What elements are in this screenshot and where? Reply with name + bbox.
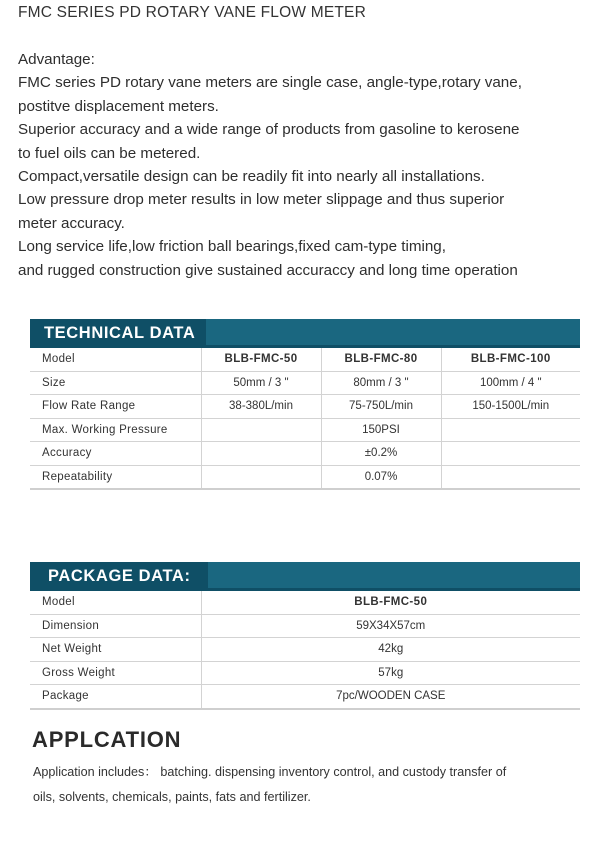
advantage-line: Compact,versatile design can be readily fit into nearly all installations. [18, 168, 485, 186]
value-cell: 38-380L/min [201, 395, 321, 419]
advantage-line: meter accuracy. [18, 214, 125, 232]
advantage-line: Long service life,low friction ball bearings,fixed cam-type timing, [18, 238, 446, 256]
technical-data-heading: TECHNICAL DATA [44, 324, 196, 342]
row-label: Model [30, 348, 201, 371]
row-label: Accuracy [30, 442, 201, 466]
package-data-header [30, 562, 580, 591]
row-label: Model [30, 591, 201, 614]
value-cell: 150-1500L/min [441, 395, 580, 419]
value-cell: 75-750L/min [321, 395, 441, 419]
table-row [30, 638, 580, 662]
advantage-line: Superior accuracy and a wide range of products from gasoline to kerosene [18, 121, 520, 139]
row-label: Size [30, 371, 201, 395]
value-cell: 100mm / 4 " [441, 371, 580, 395]
advantage-line: and rugged construction give sustained accuraccy and long time operation [18, 261, 518, 279]
value-cell: 80mm / 3 " [321, 371, 441, 395]
application-line: Application includes： batching. dispensing inventory control, and custody transfer of [33, 765, 507, 779]
value-cell: 57kg [201, 661, 580, 685]
table-row [30, 465, 580, 489]
application-line: oils, solvents, chemicals, paints, fats and fertilizer. [33, 790, 311, 804]
value-cell [201, 465, 321, 489]
table-row [30, 591, 580, 614]
value-cell: 7pc/WOODEN CASE [201, 685, 580, 709]
table-row [30, 395, 580, 419]
table-row [30, 614, 580, 638]
table-row [30, 418, 580, 442]
package-data-heading: PACKAGE DATA: [48, 567, 191, 585]
model-cell: BLB-FMC-50 [201, 348, 321, 371]
value-cell: BLB-FMC-50 [201, 591, 580, 614]
value-cell [201, 442, 321, 466]
value-cell: 0.07% [321, 465, 441, 489]
value-cell [441, 442, 580, 466]
model-cell: BLB-FMC-80 [321, 348, 441, 371]
model-cell: BLB-FMC-100 [441, 348, 580, 371]
advantage-section [18, 48, 614, 282]
table-row [30, 371, 580, 395]
page-title: FMC SERIES PD ROTARY VANE FLOW METER [18, 4, 366, 21]
value-cell [201, 418, 321, 442]
package-data-grid [30, 591, 580, 710]
row-label: Repeatability [30, 465, 201, 489]
advantage-line: postitve displacement meters. [18, 97, 219, 115]
advantage-line: FMC series PD rotary vane meters are single case, angle-type,rotary vane, [18, 74, 522, 92]
value-cell: 150PSI [321, 418, 441, 442]
advantage-line: Low pressure drop meter results in low meter slippage and thus superior [18, 191, 505, 209]
row-label: Flow Rate Range [30, 395, 201, 419]
package-data-table [30, 562, 580, 710]
value-cell: 42kg [201, 638, 580, 662]
row-label: Package [30, 685, 201, 709]
table-row [30, 661, 580, 685]
value-cell [441, 418, 580, 442]
table-row [30, 442, 580, 466]
technical-data-header [30, 319, 580, 348]
value-cell: 50mm / 3 " [201, 371, 321, 395]
advantage-heading: Advantage: [18, 51, 95, 68]
value-cell [441, 465, 580, 489]
value-cell: ±0.2% [321, 442, 441, 466]
row-label: Max. Working Pressure [30, 418, 201, 442]
value-cell: 59X34X57cm [201, 614, 580, 638]
row-label: Gross Weight [30, 661, 201, 685]
advantage-line: to fuel oils can be metered. [18, 144, 201, 162]
technical-data-grid [30, 348, 580, 490]
application-text [33, 760, 611, 810]
row-label: Dimension [30, 614, 201, 638]
row-label: Net Weight [30, 638, 201, 662]
technical-data-table [30, 319, 580, 490]
table-row [30, 348, 580, 371]
table-row [30, 685, 580, 709]
application-heading: APPLCATION [32, 727, 182, 752]
